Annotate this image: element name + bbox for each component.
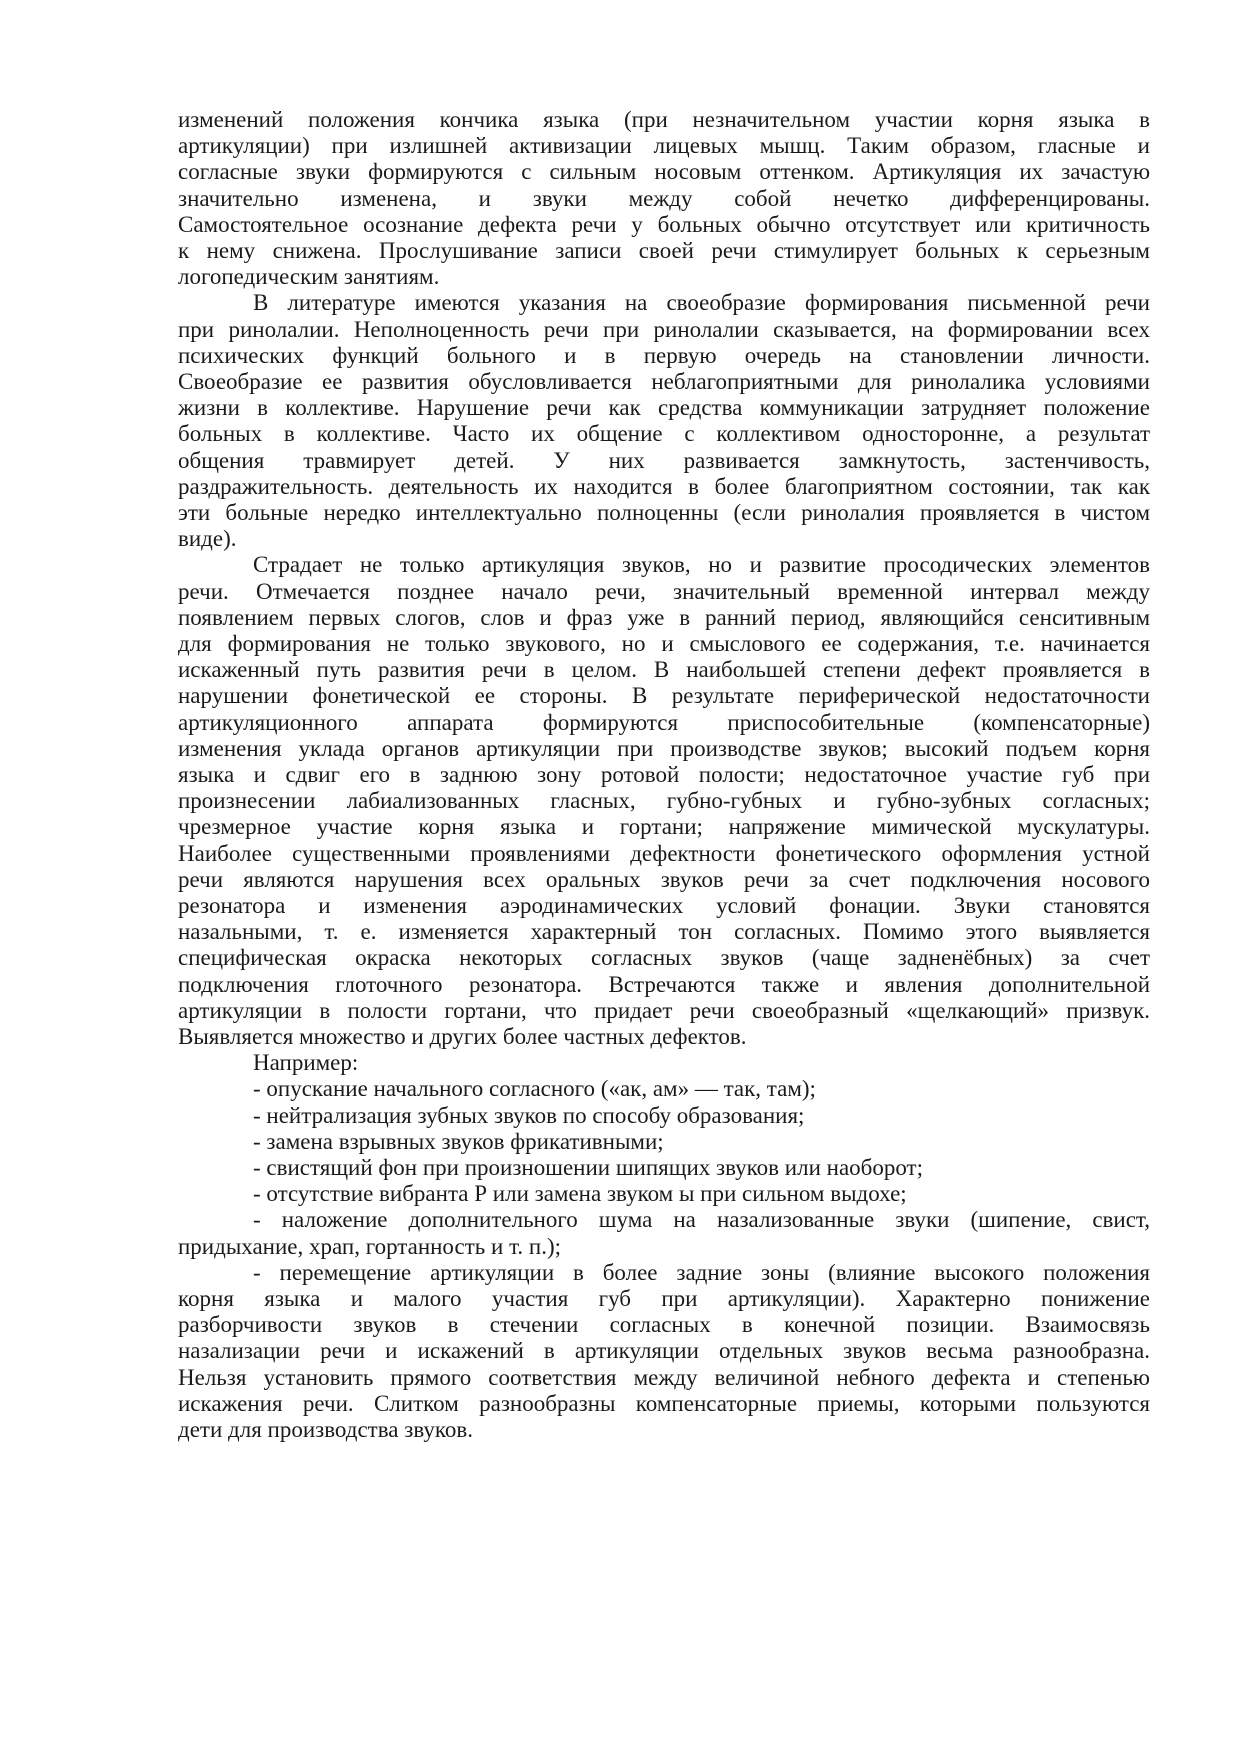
text-line: - наложение дополнительного шума на назализованные звуки (шипение, свист, [253,1207,1150,1233]
text-line: В литературе имеются указания на своеобразие формирования письменной речи [253,290,1150,316]
text-line: артикуляции в полости гортани, что придает речи своеобразный «щелкающий» призвук. [178,997,1150,1023]
text-line: - свистящий фон при произношении шипящих звуков или наоборот; [253,1155,923,1180]
text-line: нарушении фонетической ее стороны. В результате периферической недостаточности [178,683,1150,709]
text-line: изменений положения кончика языка (при незначительном участии корня языка в [178,107,1150,132]
text-line: назальными, т. е. изменяется характерный тон согласных. Помимо этого выявляется [178,919,1150,945]
text-line: - нейтрализация зубных звуков по способу образования; [253,1102,805,1128]
text-line: чрезмерное участие корня языка и гортани; напряжение мимической мускулатуры. [178,814,1150,840]
text-line: Например: [253,1050,359,1076]
text-line: артикуляции) при излишней активизации лицевых мышц. Таким образом, гласные и [178,133,1150,159]
text-line: - отсутствие вибранта Р или замена звуком ы при сильном выдохе; [253,1181,907,1207]
text-line: Наиболее существенными проявлениями дефектности фонетического оформления устной [178,840,1150,866]
text-line: значительно изменена, и звуки между собой нечетко дифференцированы. [178,185,1150,211]
text-line: психических функций больного и в первую очередь на становлении личности. [178,342,1150,368]
text-line: раздражительность. деятельность их находится в более благоприятном состоянии, так как [178,473,1150,499]
text-line: подключения глоточного резонатора. Встречаются также и явления дополнительной [178,971,1150,997]
text-line: Своеобразие ее развития обусловливается неблагоприятными для ринолалика условиями [178,369,1150,394]
text-line: речи. Отмечается позднее начало речи, значительный временной интервал между [178,578,1150,604]
text-line: Самостоятельное осознание дефекта речи у больных обычно отсутствует или критичность [178,211,1150,237]
text-line: изменения уклада органов артикуляции при производстве звуков; высокий подъем корня [178,735,1150,761]
text-line: корня языка и малого участия губ при артикуляции). Характерно понижение [178,1286,1150,1311]
text-line: Выявляется множество и других более частных дефектов. [178,1024,747,1049]
text-line: появлением первых слогов, слов и фраз уже в ранний период, являющийся сенситивным [178,604,1150,630]
text-line: - опускание начального согласного («ак, ам» — так, там); [253,1076,816,1102]
text-line: искажения речи. Слитком разнообразны компенсаторные приемы, которыми пользуются [178,1390,1150,1416]
text-line: эти больные нередко интеллектуально полноценны (если ринолалия проявляется в чистом [178,500,1150,525]
text-line: жизни в коллективе. Нарушение речи как средства коммуникации затрудняет положение [178,395,1150,421]
text-line: дети для производства звуков. [178,1417,474,1442]
text-line: Страдает не только артикуляция звуков, но и развитие просодических элементов [253,552,1150,578]
text-line: согласные звуки формируются с сильным носовым оттенком. Артикуляция их зачастую [178,159,1150,185]
text-line: - перемещение артикуляции в более задние зоны (влияние высокого положения [253,1259,1150,1285]
text-line: общения травмирует детей. У них развивается замкнутость, застенчивость, [178,447,1150,473]
text-line: к нему снижена. Прослушивание записи своей речи стимулирует больных к серьезным [178,238,1150,263]
text-line: языка и сдвиг его в заднюю зону ротовой полости; недостаточное участие губ при [178,762,1150,787]
text-line: искаженный путь развития речи в целом. В наибольшей степени дефект проявляется в [178,657,1150,683]
text-line: разборчивости звуков в стечении согласных в конечной позиции. Взаимосвязь [178,1312,1150,1338]
text-line: специфическая окраска некоторых согласных звуков (чаще задненёбных) за счет [178,945,1150,971]
text-line: для формирования не только звукового, но и смыслового ее содержания, т.е. начинается [178,631,1150,656]
text-line: Нельзя установить прямого соответствия между величиной небного дефекта и степенью [178,1364,1150,1390]
text-line: артикуляционного аппарата формируются приспособительные (компенсаторные) [178,709,1150,735]
text-line: больных в коллективе. Часто их общение с коллективом односторонне, а результат [178,421,1150,447]
text-line: речи являются нарушения всех оральных звуков речи за счет подключения носового [178,866,1150,892]
text-line: произнесении лабиализованных гласных, губно-губных и губно-зубных согласных; [178,788,1150,814]
text-line: - замена взрывных звуков фрикативными; [253,1128,664,1154]
text-line: виде). [178,526,237,552]
text-line: при ринолалии. Неполноценность речи при ринолалии сказывается, на формировании всех [178,316,1150,342]
text-line: логопедическим занятиям. [178,264,440,290]
text-line: резонатора и изменения аэродинамических условий фонации. Звуки становятся [178,893,1150,918]
text-line: назализации речи и искажений в артикуляции отдельных звуков весьма разнообразна. [178,1338,1150,1364]
text-line: придыхание, храп, гортанность и т. п.); [178,1233,561,1259]
